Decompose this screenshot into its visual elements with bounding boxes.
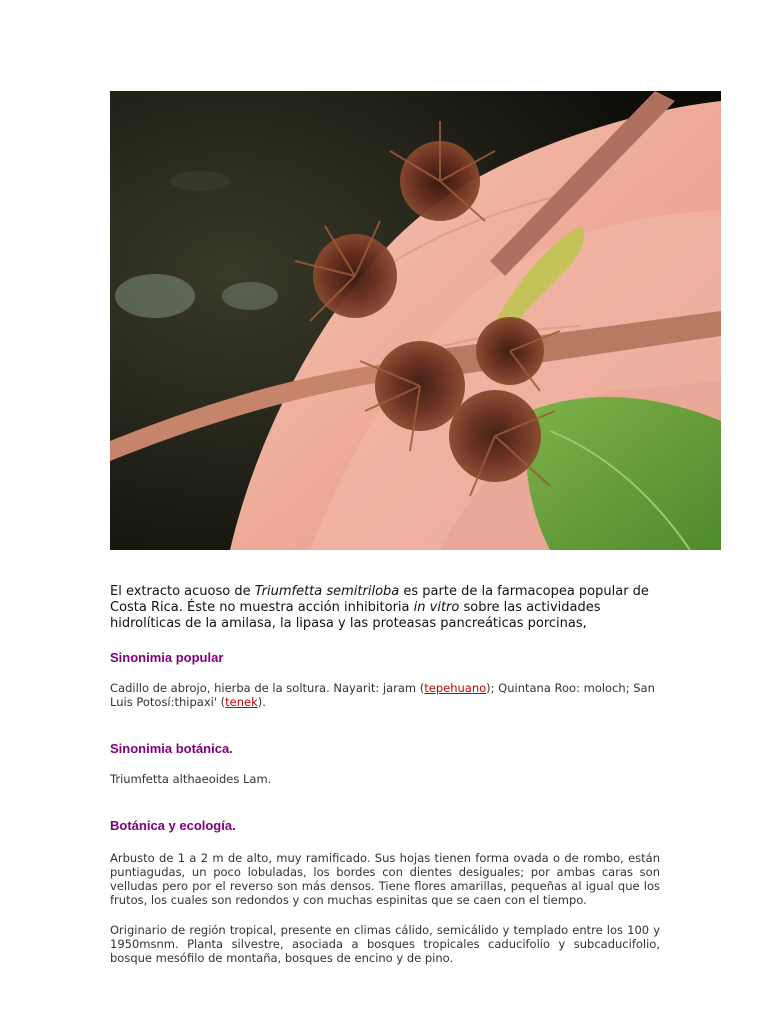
popular-text-3: ). [257, 695, 266, 709]
tepehuano-link[interactable]: tepehuano [424, 681, 487, 695]
burr-photo-illustration [110, 91, 721, 550]
intro-text-3: sobre las actividades hidrolíticas de la amilasa, la lipasa y las proteasas pancreáticas porcinas, [110, 600, 601, 631]
ecology-habitat-paragraph: Originario de región tropical, presente en climas cálido, semicálido y templado entre los 100 y 1950msnm. Planta silvestre, asociada a bosques tropicales caducifolio y subcaducifolio, bosque mesófilo de montaña, bosques de encino y de pino. [110, 923, 660, 965]
article-content [110, 584, 660, 965]
botany-ecology-heading: Botánica y ecología. [110, 818, 236, 833]
botanical-synonymy-text: Triumfetta althaeoides Lam. [110, 772, 272, 786]
popular-text-2: ); Quintana Roo: moloch; San Luis Potosí:thipaxi' ( [110, 681, 655, 709]
botanical-synonymy-heading: Sinonimia botánica. [110, 741, 233, 756]
plant-photo [110, 91, 721, 550]
popular-synonymy-text [110, 681, 660, 709]
popular-synonymy-heading: Sinonimia popular [110, 650, 224, 665]
in-vitro-term: in vitro [413, 600, 460, 615]
intro-text-2: es parte de la farmacopea popular de Costa Rica. Éste no muestra acción inhibitoria [110, 584, 649, 615]
intro-text-1: El extracto acuoso de [110, 584, 255, 599]
botany-description-paragraph: Arbusto de 1 a 2 m de alto, muy ramificado. Sus hojas tienen forma ovada o de rombo, están puntiagudas, un poco lobuladas, los bordes con dientes desiguales; por ambas caras son velludas pero por el reverso son más densos. Tiene flores amarillas, pequeñas al igual que los frutos, los cuales son redondos y con muchas espinitas que se caen con el tiempo. [110, 851, 660, 907]
popular-text-1: Cadillo de abrojo, hierba de la soltura. Nayarit: jaram ( [110, 681, 425, 695]
tenek-link[interactable]: tenek [225, 695, 258, 709]
species-name: Triumfetta semitriloba [254, 584, 400, 599]
intro-paragraph [110, 584, 660, 632]
